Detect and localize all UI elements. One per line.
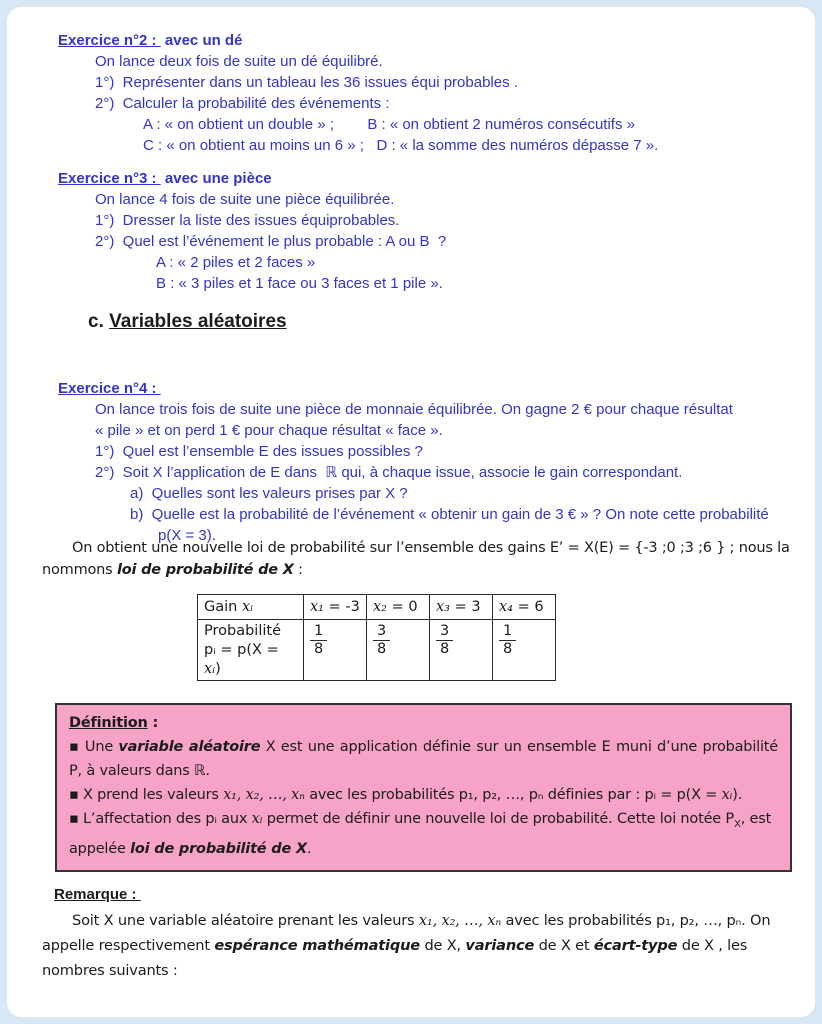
exercise3-heading <box>58 168 776 189</box>
exercise2-subtitle: avec un dé <box>160 32 243 49</box>
exercise4-sub-a: a) Quelles sont les valeurs prises par X ? <box>130 485 408 502</box>
definition-bullet-1: ▪ Une variable aléatoire X est une application définie sur un ensemble E muni d’une probabilité P, à valeurs dans ℝ. <box>69 739 779 779</box>
exercise4-sub-b-cont: p(X = 3). <box>158 527 216 544</box>
table-cell-p1 <box>304 620 367 681</box>
exercise3-item1: 1°) Dresser la liste des issues équiprobables. <box>95 212 400 229</box>
table-cell-p3 <box>430 620 493 681</box>
exercise4-intro-line1: On lance trois fois de suite une pièce de monnaie équilibrée. On gagne 2 € pour chaque résultat <box>95 401 733 418</box>
exercise2-title: Exercice n°2 : <box>58 32 161 49</box>
table-cell-p4 <box>493 620 556 681</box>
exercise2-heading <box>58 30 776 51</box>
fraction-denominator: 8 <box>503 640 513 657</box>
exercise2-intro: On lance deux fois de suite un dé équilibré. <box>95 53 383 70</box>
remarque-block <box>42 886 794 983</box>
section-c-title: Variables aléatoires <box>109 311 287 332</box>
fraction-p3 <box>436 623 453 657</box>
exercise4-block <box>58 378 776 546</box>
definition-heading-text: Définition <box>69 715 148 731</box>
exercise3-eventA: A : « 2 piles et 2 faces » <box>156 254 316 271</box>
table-probability-label <box>198 620 304 681</box>
fraction-numerator: 1 <box>499 623 516 641</box>
fraction-numerator: 3 <box>373 623 390 641</box>
exercise4-title: Exercice n°4 : <box>58 380 161 397</box>
remarque-heading: Remarque : <box>54 886 141 903</box>
fraction-numerator: 1 <box>310 623 327 641</box>
fraction-p1 <box>310 623 327 657</box>
exercise2-events-line1: A : « on obtient un double » ; B : « on obtient 2 numéros consécutifs » <box>143 116 635 133</box>
exercise2-item2: 2°) Calculer la probabilité des événements : <box>95 95 390 112</box>
exercise4-item1: 1°) Quel est l’ensemble E des issues possibles ? <box>95 443 423 460</box>
fraction-p4 <box>499 623 516 657</box>
exercise2-item1: 1°) Représenter dans un tableau les 36 issues équi probables . <box>95 74 518 91</box>
table-header-x4: x₄ = 6 <box>493 595 556 620</box>
definition-bullet-2: ▪ X prend les valeurs x₁, x₂, …, xₙ avec les probabilités p₁, p₂, …, pₙ définies par : pᵢ = p(X = xᵢ). <box>69 787 743 803</box>
exercise4-heading <box>58 378 776 399</box>
table-header-row <box>198 595 556 620</box>
table-cell-p2 <box>367 620 430 681</box>
probability-law-table <box>197 594 556 681</box>
definition-bullet-3: ▪ L’affectation des pᵢ aux xᵢ permet de définir une nouvelle loi de probabilité. Cette loi notée $P_X$, est appelée loi de probabilité de X. <box>69 811 772 857</box>
exercise3-eventB: B : « 3 piles et 1 face ou 3 faces et 1 pile ». <box>156 275 443 292</box>
fraction-numerator: 3 <box>436 623 453 641</box>
fraction-p2 <box>373 623 390 657</box>
fraction-denominator: 8 <box>377 640 387 657</box>
table-header-x2: x₂ = 0 <box>367 595 430 620</box>
definition-heading <box>69 711 778 735</box>
exercise4-intro-line2: « pile » et on perd 1 € pour chaque résultat « face ». <box>95 422 443 439</box>
fraction-denominator: 8 <box>314 640 324 657</box>
definition-box <box>55 703 792 872</box>
exercise2-events-line2: C : « on obtient au moins un 6 » ; D : « la somme des numéros dépasse 7 ». <box>143 137 659 154</box>
fraction-denominator: 8 <box>440 640 450 657</box>
exercise3-item2: 2°) Quel est l’événement le plus probable : A ou B ? <box>95 233 447 250</box>
exercise3-block <box>58 168 776 294</box>
exercise4-sub-b: b) Quelle est la probabilité de l’événement « obtenir un gain de 3 € » ? On note cette probabilité <box>130 506 769 523</box>
remarque-body: Soit X une variable aléatoire prenant les valeurs x₁, x₂, …, xₙ avec les probabilités p₁, p₂, …, pₙ. On appelle respectivement espérance mathématique de X, variance de X et écart-type de X , les nombres suivants : <box>42 912 771 979</box>
loi-paragraph: On obtient une nouvelle loi de probabilité sur l’ensemble des gains E’ = X(E) = {-3 ;0 ;3 ;6 } ; nous la nommons loi de probabilité de X : <box>42 540 790 578</box>
table-header-x1: x₁ = -3 <box>304 595 367 620</box>
exercise3-intro: On lance 4 fois de suite une pièce équilibrée. <box>95 191 395 208</box>
exercise4-item2: 2°) Soit X l’application de E dans ℝ qui, à chaque issue, associe le gain correspondant. <box>95 464 683 481</box>
table-probability-label-line2: pᵢ = p(X = xᵢ) <box>204 642 279 677</box>
exercise3-title: Exercice n°3 : <box>58 170 161 187</box>
table-gain-label: Gain xᵢ <box>198 595 304 620</box>
table-probability-row <box>198 620 556 681</box>
exercise3-subtitle: avec une pièce <box>160 170 272 187</box>
table-probability-label-line1: Probabilité <box>204 623 281 639</box>
exercise2-block <box>58 30 776 156</box>
definition-heading-colon: : <box>147 715 159 731</box>
section-c-heading <box>88 311 287 333</box>
table-header-x3: x₃ = 3 <box>430 595 493 620</box>
section-c-prefix: c. <box>88 311 110 332</box>
